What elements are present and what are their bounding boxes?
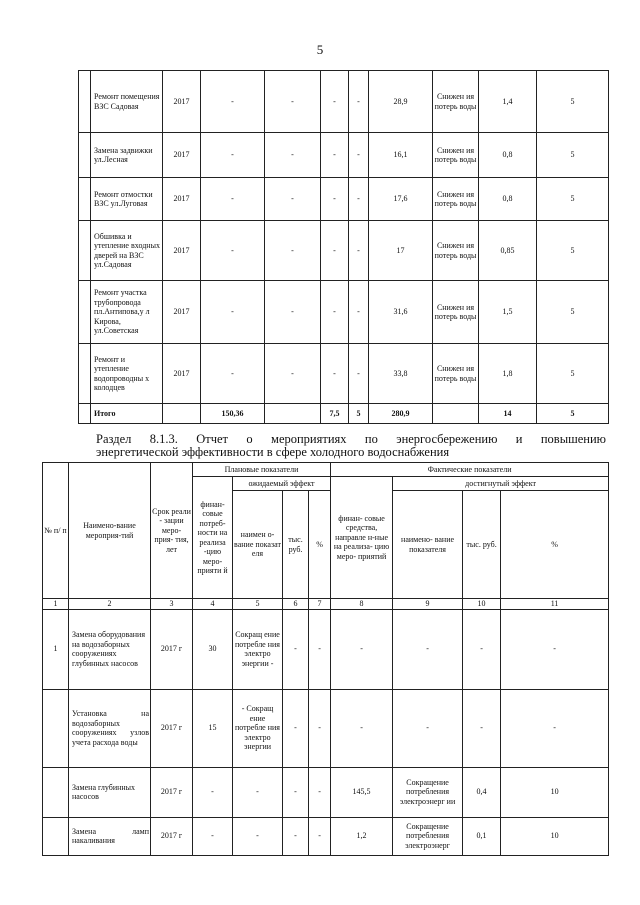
cell: - (309, 817, 331, 855)
header-plan-fin: финан- совые потреб- ности на реализа -цию меро- прияти й (193, 477, 233, 599)
col-number: 4 (193, 599, 233, 610)
cell: - (283, 609, 309, 689)
effect-cell: Сокращение потребления электроэнерг (393, 817, 463, 855)
value-cell: 28,9 (369, 71, 433, 133)
cell: - (265, 281, 321, 344)
total-label: Итого (91, 404, 163, 424)
cell: - (265, 344, 321, 404)
cell: 145,5 (331, 767, 393, 817)
cell: 1,5 (479, 281, 537, 344)
cell: - (309, 767, 331, 817)
measure-name: Ремонт помещения ВЗС Садовая (91, 71, 163, 133)
total-cell: 5 (349, 404, 369, 424)
value-cell: 17 (369, 221, 433, 281)
total-cell: 280,9 (369, 404, 433, 424)
table-row (79, 281, 609, 344)
col-number: 9 (393, 599, 463, 610)
column-number-row (43, 599, 609, 610)
cell: - (349, 133, 369, 178)
cell: 30 (193, 609, 233, 689)
effect-cell: Сокращение потребления электроэнерг ии (393, 767, 463, 817)
total-row (79, 404, 609, 424)
year-cell: 2017 (163, 344, 201, 404)
measure-name: Обшивка и утепление входных дверей на ВЗС ул.Садовая (91, 221, 163, 281)
term-cell: 2017 г (151, 767, 193, 817)
effect-cell: Снижен ия потерь воды (433, 133, 479, 178)
cell: - (321, 344, 349, 404)
effect-cell: - Сокращ ение потребле ния электро энергии (233, 689, 283, 767)
term-cell: 2017 г (151, 689, 193, 767)
col-number: 1 (43, 599, 69, 610)
page-number: 5 (316, 42, 324, 57)
measure-name: Замена оборудования на водозаборных сооружениях глубинных насосов (69, 609, 151, 689)
cell: - (349, 178, 369, 221)
cell: 10 (501, 767, 609, 817)
row-num (43, 767, 69, 817)
cell: - (331, 609, 393, 689)
measure-name: Ремонт отмостки ВЗС ул.Луговая (91, 178, 163, 221)
effect-cell: Снижен ия потерь воды (433, 344, 479, 404)
cell: 0,4 (463, 767, 501, 817)
table-row (43, 609, 609, 689)
cell: - (349, 71, 369, 133)
header-plan: Плановые показатели (193, 463, 331, 477)
cell: - (265, 221, 321, 281)
effect-cell: Снижен ия потерь воды (433, 221, 479, 281)
section-heading: Раздел 8.1.3. Отчет о мероприятиях по энергосбережению и повышению (96, 432, 606, 446)
header-fact: Фактические показатели (331, 463, 609, 477)
cell: - (349, 281, 369, 344)
table-row (43, 817, 609, 855)
col-number: 7 (309, 599, 331, 610)
cell: - (309, 689, 331, 767)
cell: - (201, 71, 265, 133)
header-plan-eff-pct: % (309, 491, 331, 599)
cell: - (321, 71, 349, 133)
year-cell: 2017 (163, 133, 201, 178)
cell: - (331, 689, 393, 767)
row-num (43, 817, 69, 855)
row-num (43, 689, 69, 767)
cell: - (283, 817, 309, 855)
header-term: Срок реали - зации меро- прия- тия, лет (151, 463, 193, 599)
value-cell: 31,6 (369, 281, 433, 344)
table-row (43, 689, 609, 767)
cell: - (501, 609, 609, 689)
measure-name: Установка на водозаборных сооружениях узлов учета расхода воды (69, 689, 151, 767)
cell: - (283, 767, 309, 817)
header-name: Наимено-вание мероприя-тий (69, 463, 151, 599)
header-fact-eff-name: наимено- вание показателя (393, 491, 463, 599)
year-cell: 2017 (163, 281, 201, 344)
year-cell: 2017 (163, 71, 201, 133)
cell: - (349, 344, 369, 404)
row-num: 1 (43, 609, 69, 689)
cell: - (201, 178, 265, 221)
section-heading-continued: энергетической эффективности в сфере холодного водоснабжения (96, 445, 450, 459)
measure-name: Ремонт и утепление водопроводны х колодцев (91, 344, 163, 404)
year-cell: 2017 (163, 178, 201, 221)
water-loss-measures-table (78, 70, 609, 424)
value-cell: 16,1 (369, 133, 433, 178)
cell: 5 (537, 133, 609, 178)
header-plan-eff-name: наимен о-вание показат еля (233, 491, 283, 599)
table-row (79, 133, 609, 178)
cell: - (193, 817, 233, 855)
header-plan-eff-rub: тыс. руб. (283, 491, 309, 599)
total-cell: 150,36 (201, 404, 265, 424)
cell: 10 (501, 817, 609, 855)
table-row (43, 767, 609, 817)
value-cell: 17,6 (369, 178, 433, 221)
cell: 5 (537, 221, 609, 281)
table-row (79, 71, 609, 133)
header-num: № п/ п (43, 463, 69, 599)
value-cell: 33,8 (369, 344, 433, 404)
measure-name: Замена глубинных насосов (69, 767, 151, 817)
term-cell: 2017 г (151, 609, 193, 689)
header-fact-eff-rub: тыс. руб. (463, 491, 501, 599)
cell: - (501, 689, 609, 767)
cell: 0,1 (463, 817, 501, 855)
cell: - (309, 609, 331, 689)
col-number: 2 (69, 599, 151, 610)
cell: 1,8 (479, 344, 537, 404)
term-cell: 2017 г (151, 817, 193, 855)
cell: - (321, 178, 349, 221)
effect-cell: - (233, 817, 283, 855)
table-row (79, 221, 609, 281)
cell: 5 (537, 281, 609, 344)
effect-cell: Снижен ия потерь воды (433, 281, 479, 344)
cell: 1,2 (331, 817, 393, 855)
cell: 0,85 (479, 221, 537, 281)
col-number: 5 (233, 599, 283, 610)
cell: 15 (193, 689, 233, 767)
header-fact-fin: финан- совые средства, направле н-ные на реализа- цию меро- приятий (331, 477, 393, 599)
cell: - (393, 689, 463, 767)
measure-name: Замена задвижки ул.Лесная (91, 133, 163, 178)
cell: - (193, 767, 233, 817)
energy-efficiency-report-table (42, 462, 609, 856)
table-row (79, 178, 609, 221)
measure-name: Ремонт участка трубопровода пл.Антипова,у л Кирова, ул.Советская (91, 281, 163, 344)
cell: - (265, 178, 321, 221)
effect-cell: Сокращ ение потребле ния электро энергии - (233, 609, 283, 689)
header-fact-eff: достигнутый эффект (393, 477, 609, 491)
cell: 0,8 (479, 133, 537, 178)
col-number: 10 (463, 599, 501, 610)
year-cell: 2017 (163, 221, 201, 281)
cell: - (393, 609, 463, 689)
cell: - (321, 281, 349, 344)
cell: - (463, 609, 501, 689)
col-number: 3 (151, 599, 193, 610)
cell: 5 (537, 178, 609, 221)
effect-cell: Снижен ия потерь воды (433, 71, 479, 133)
total-cell: 7,5 (321, 404, 349, 424)
cell: - (349, 221, 369, 281)
cell: - (201, 344, 265, 404)
cell: - (321, 221, 349, 281)
total-cell: 5 (537, 404, 609, 424)
header-plan-eff: ожидаемый эффект (233, 477, 331, 491)
cell: - (265, 71, 321, 133)
cell: - (283, 689, 309, 767)
cell: - (201, 221, 265, 281)
effect-cell: Снижен ия потерь воды (433, 178, 479, 221)
cell: - (201, 281, 265, 344)
cell: 1,4 (479, 71, 537, 133)
cell: - (201, 133, 265, 178)
header-fact-eff-pct: % (501, 491, 609, 599)
col-number: 11 (501, 599, 609, 610)
cell: - (265, 133, 321, 178)
cell: 0,8 (479, 178, 537, 221)
effect-cell: - (233, 767, 283, 817)
cell: 5 (537, 344, 609, 404)
col-number: 6 (283, 599, 309, 610)
total-cell: 14 (479, 404, 537, 424)
measure-name: Замена ламп накаливания (69, 817, 151, 855)
table-row (79, 344, 609, 404)
cell: 5 (537, 71, 609, 133)
cell: - (321, 133, 349, 178)
col-number: 8 (331, 599, 393, 610)
cell: - (463, 689, 501, 767)
